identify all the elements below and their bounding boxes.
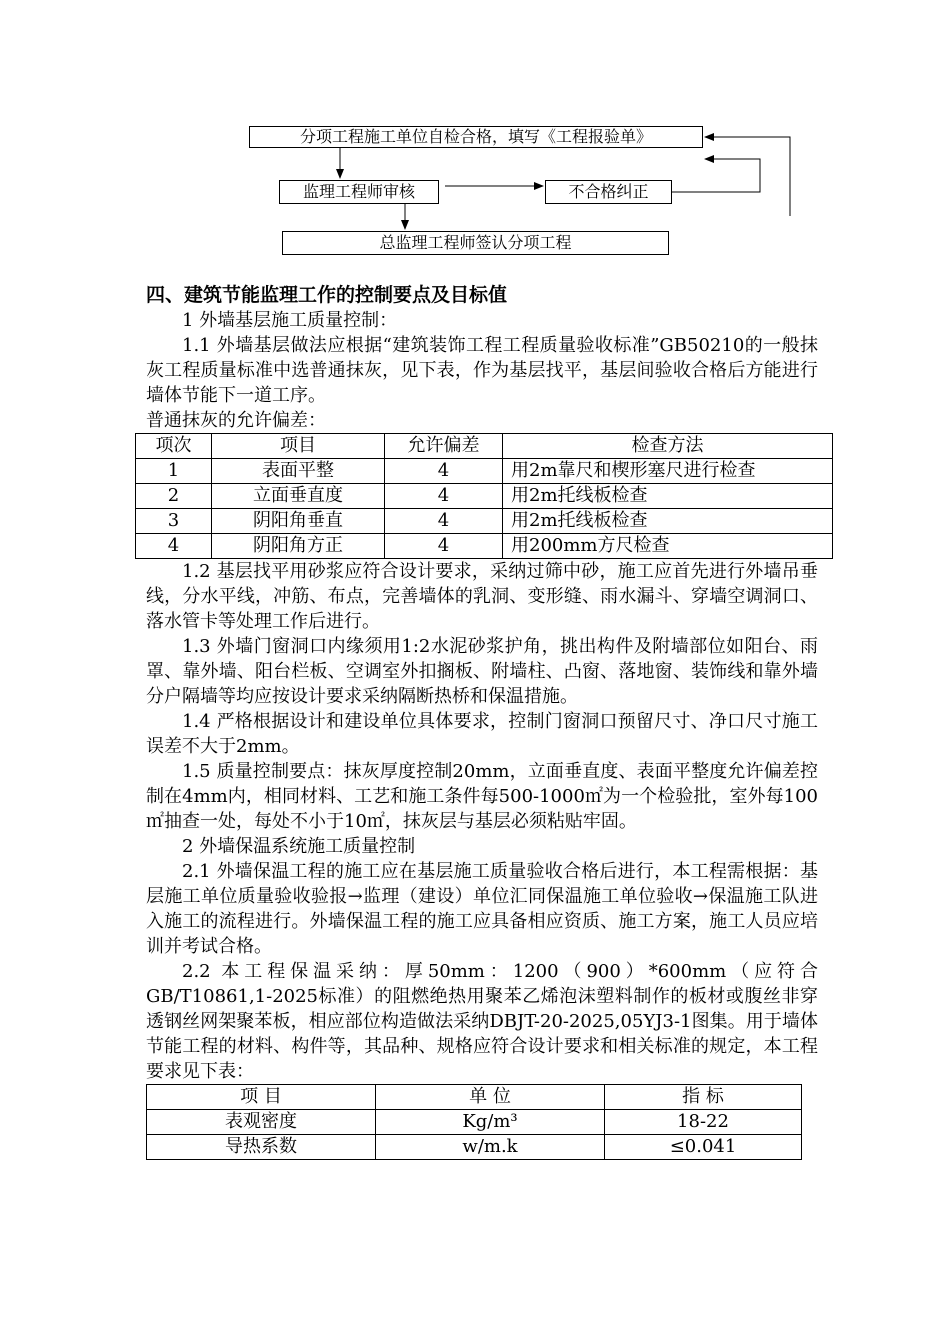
table-cell: 阴阳角方正 <box>212 534 385 559</box>
table-cell: 18-22 <box>605 1110 802 1135</box>
table-cell: 用200mm方尺检查 <box>503 534 833 559</box>
table-cell: Kg/m³ <box>376 1110 605 1135</box>
insulation-spec-table <box>146 1084 802 1160</box>
table-header-cell: 项目 <box>212 434 385 459</box>
table-header-row <box>136 434 833 459</box>
table-cell: 用2m托线板检查 <box>503 509 833 534</box>
paragraph-1-1: 1.1 外墙基层做法应根据“建筑装饰工程工程质量验收标准”GB50210的一般抹灰工程质量标准中选普通抹灰，见下表，作为基层找平，基层间验收合格后方能进行墙体节能下一道工序。 <box>146 335 818 406</box>
table-row <box>136 509 833 534</box>
table-row <box>136 534 833 559</box>
subsection-1-title: 1 外墙基层施工质量控制： <box>182 310 398 331</box>
flow-box-chief-approval-text: 总监理工程师签认分项工程 <box>379 233 572 252</box>
flow-box-self-check-text: 分项工程施工单位自检合格，填写《工程报验单》 <box>299 127 652 146</box>
table-header-row <box>147 1085 802 1110</box>
table-row <box>136 484 833 509</box>
table-header-cell: 项次 <box>136 434 212 459</box>
table-header-cell: 检查方法 <box>503 434 833 459</box>
flow-box-supervisor-review-text: 监理工程师审核 <box>302 182 415 201</box>
table-cell: 用2m托线板检查 <box>503 484 833 509</box>
table-row <box>147 1135 802 1160</box>
table-cell: 1 <box>136 459 212 484</box>
table-cell: 3 <box>136 509 212 534</box>
table-cell: w/m.k <box>376 1135 605 1160</box>
table-cell: 4 <box>385 509 503 534</box>
paragraph-2-1: 2.1 外墙保温工程的施工应在基层施工质量验收合格后进行，本工程需根据：基层施工单位质量验收验报→监理（建设）单位汇同保温施工单位验收→保温施工队进入施工的流程进行。外墙保温工程的施工应具备相应资质、施工方案，施工人员应培训并考试合格。 <box>146 861 818 957</box>
table-cell: 表观密度 <box>147 1110 376 1135</box>
table-cell: 立面垂直度 <box>212 484 385 509</box>
arrow-outer-feedback <box>705 137 790 216</box>
table-header-cell: 允许偏差 <box>385 434 503 459</box>
table-cell: 4 <box>136 534 212 559</box>
table-cell: 导热系数 <box>147 1135 376 1160</box>
table-cell: 2 <box>136 484 212 509</box>
section-heading: 四、建筑节能监理工作的控制要点及目标值 <box>146 284 508 306</box>
table-cell: 4 <box>385 484 503 509</box>
table-cell: 表面平整 <box>212 459 385 484</box>
table-header-cell: 项 目 <box>147 1085 376 1110</box>
arrow-box3-feedback <box>672 159 760 192</box>
paragraph-2-2: 2.2 本工程保温采纳：厚50mm：1200（900）*600mm（应符合GB/T10861,1-2025标准）的阻燃绝热用聚苯乙烯泡沫塑料制作的板材或腹丝非穿透钢丝网架聚苯板，相应部位构造做法采纳DBJT-20-2025,05YJ3-1图集。用于墙体节能工程的材料、构件等，其品种、规格应符合设计要求和相关标准的规定，本工程要求见下表： <box>146 961 818 1082</box>
paragraph-1-5: 1.5 质量控制要点：抹灰厚度控制20mm，立面垂直度、表面平整度允许偏差控制在4mm内，相同材料、工艺和施工条件每500-1000㎡为一个检验批，室外每100㎡抽查一处，每处不小于10㎡，抹灰层与基层必须粘贴牢固。 <box>146 761 818 832</box>
paragraph-1-3: 1.3 外墙门窗洞口内缘须用1:2水泥砂浆护角，挑出构件及附墙部位如阳台、雨罩、靠外墙、阳台栏板、空调室外扣搁板、附墙柱、凸窗、落地窗、装饰线和靠外墙分户隔墙等均应按设计要求采纳隔断热桥和保温措施。 <box>146 636 818 707</box>
flowchart-arrows <box>0 0 950 300</box>
document-body <box>146 282 818 1160</box>
table-row <box>147 1110 802 1135</box>
table-header-cell: 单 位 <box>376 1085 605 1110</box>
table1-caption: 普通抹灰的允许偏差： <box>146 410 326 431</box>
table-cell: 4 <box>385 534 503 559</box>
paragraph-1-2: 1.2 基层找平用砂浆应符合设计要求，采纳过筛中砂，施工应首先进行外墙吊垂线，分水平线，冲筋、布点，完善墙体的乳洞、变形缝、雨水漏斗、穿墙空调洞口、落水管卡等处理工作后进行。 <box>146 561 818 632</box>
plaster-tolerance-table <box>135 433 833 559</box>
table-header-cell: 指 标 <box>605 1085 802 1110</box>
table-cell: 用2m靠尺和楔形塞尺进行检查 <box>503 459 833 484</box>
paragraph-1-4: 1.4 严格根据设计和建设单位具体要求，控制门窗洞口预留尺寸、净口尺寸施工误差不大于2mm。 <box>146 711 818 757</box>
table-cell: 阴阳角垂直 <box>212 509 385 534</box>
flow-box-correction-text: 不合格纠正 <box>568 182 649 201</box>
table-row <box>136 459 833 484</box>
table-cell: 4 <box>385 459 503 484</box>
table-cell: ≤0.041 <box>605 1135 802 1160</box>
subsection-2-title: 2 外墙保温系统施工质量控制 <box>182 836 416 857</box>
